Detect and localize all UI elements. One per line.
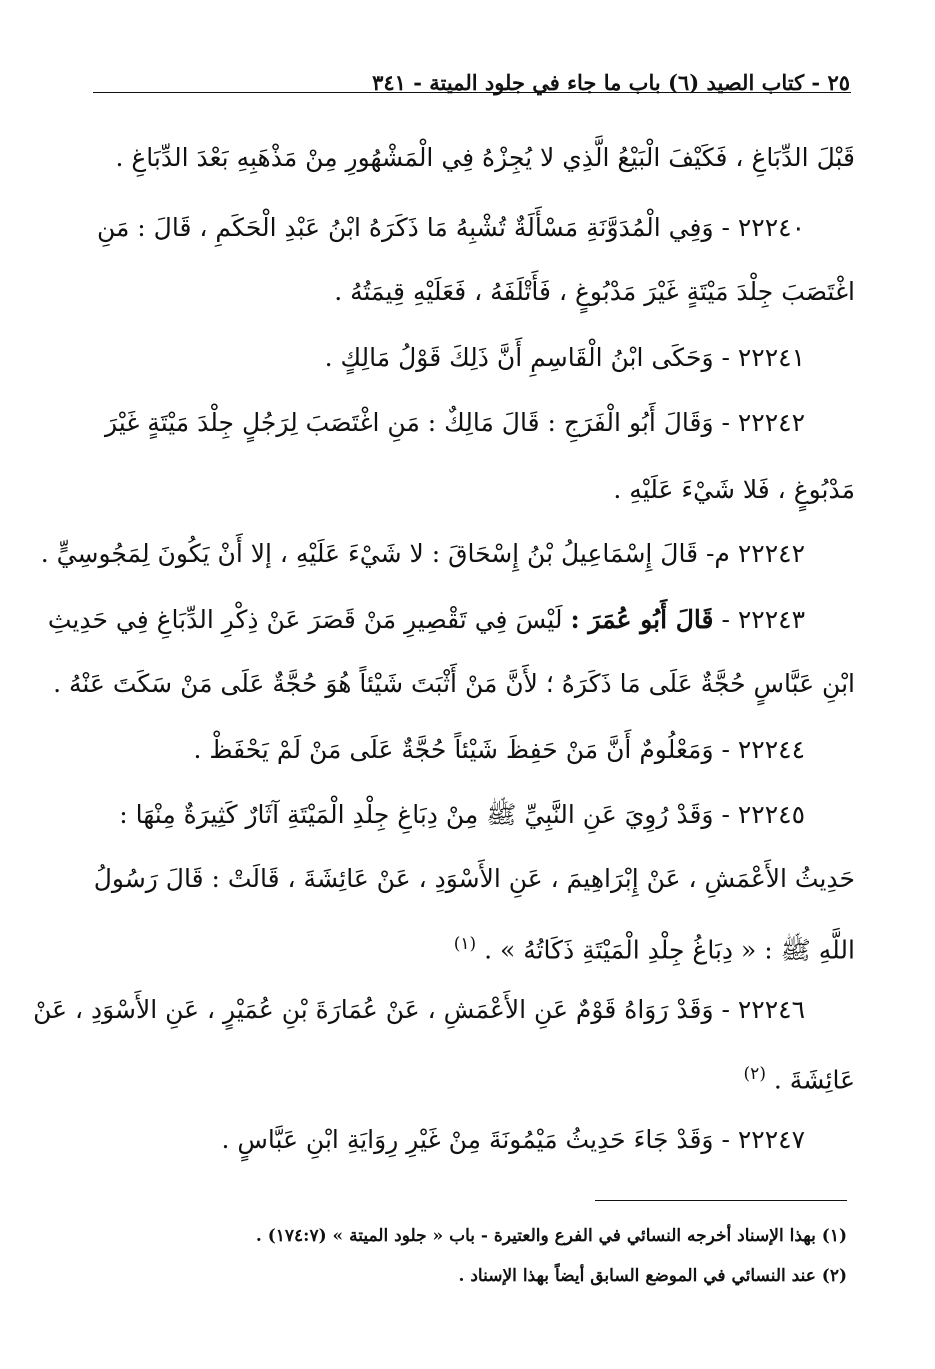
text-line: ٢٢٢٤٧ - وَقَدْ جَاءَ حَدِيثُ مَيْمُونَةَ مِنْ غَيْرِ رِوَايَةِ ابْنِ عَبَّاسٍ . (221, 1125, 805, 1154)
text-line: ٢٢٢٤٢ - وَقَالَ أَبُو الْفَرَجِ : قَالَ مَالِكٌ : مَنِ اغْتَصَبَ لِرَجُلٍ جِلْدَ مَيْتَةٍ غَيْرَ (104, 408, 805, 437)
text-line: ابْنِ عَبَّاسٍ حُجَّةٌ عَلَى مَا ذَكَرَهُ ؛ لأَنَّ مَنْ أَثْبَتَ شَيْئاً هُوَ حُجَّةٌ عَلَى مَنْ سَكَتَ عَنْهُ . (53, 669, 855, 698)
text-run: لَيْسَ فِي تَقْصِيرِ مَنْ قَصَرَ عَنْ ذِكْرِ الدِّبَاغِ فِي حَدِيثِ (47, 605, 563, 634)
speaker-name: قَالَ أَبُو عُمَرَ : (570, 605, 714, 634)
text-line-with-note (75, 929, 855, 965)
text-run: اللَّهِ ﷺ : « دِبَاغُ جِلْدِ الْمَيْتَةِ ذَكَاتُهُ » . (484, 935, 855, 965)
text-line: حَدِيثُ الأَعْمَشِ ، عَنْ إِبْرَاهِيمَ ، عَنِ الأَسْوَدِ ، عَنْ عَائِشَةَ ، قَالَتْ : قَالَ رَسُولُ (93, 864, 855, 893)
text-line: ٢٢٢٤٠ - وَفِي الْمُدَوَّنَةِ مَسْأَلَةٌ تُشْبِهُ مَا ذَكَرَهُ ابْنُ عَبْدِ الْحَكَمِ ، قَالَ : مَنِ (96, 213, 805, 242)
header-rule (93, 92, 851, 93)
text-line: ٢٢٢٤٢ م- قَالَ إِسْمَاعِيلُ بْنُ إِسْحَاقَ : لا شَيْءَ عَلَيْهِ ، إلا أَنْ يَكُونَ لِمَجُوسِيٍّ . (40, 539, 805, 568)
text-line: ٢٢٢٤٤ - وَمَعْلُومٌ أَنَّ مَنْ حَفِظَ شَيْئاً حُجَّةٌ عَلَى مَنْ لَمْ يَحْفَظْ . (193, 735, 805, 764)
footnote-rule (595, 1200, 847, 1201)
text-line: قَبْلَ الدِّبَاغِ ، فَكَيْفَ الْبَيْعُ الَّذِي لا يُجِزْهُ فِي الْمَشْهُورِ مِنْ مَذْهَبِهِ بَعْدَ الدِّبَاغِ . (115, 143, 855, 172)
text-line: مَدْبُوغٍ ، فَلا شَيْءَ عَلَيْهِ . (613, 475, 855, 504)
footnote-1: (١) بهذا الإسناد أخرجه النسائي في الفرع والعتيرة - باب « جلود الميتة » (١٧٤:٧) . (255, 1226, 847, 1246)
footnote-ref-1[interactable]: (١) (453, 934, 477, 954)
footnote-ref-2[interactable]: (٢) (743, 1064, 766, 1084)
text-line: اغْتَصَبَ جِلْدَ مَيْتَةٍ غَيْرَ مَدْبُوغٍ ، فَأَتْلَفَهُ ، فَعَلَيْهِ قِيمَتُهُ . (334, 277, 855, 306)
footnote-2: (٢) عند النسائي في الموضع السابق أيضاً بهذا الإسناد . (458, 1266, 847, 1286)
running-header: ٢٥ - كتاب الصيد (٦) باب ما جاء في جلود الميتة - ٣٤١ (372, 70, 850, 95)
text-line: ٢٢٢٤١ - وَحَكَى ابْنُ الْقَاسِمِ أَنَّ ذَلِكَ قَوْلُ مَالِكٍ . (324, 343, 805, 372)
text-line-with-note (75, 1059, 855, 1095)
paragraph-number: ٢٢٢٤٣ - (721, 605, 805, 634)
text-run: عَائِشَةَ . (773, 1065, 855, 1095)
text-line: ٢٢٢٤٥ - وَقَدْ رُوِيَ عَنِ النَّبِيِّ ﷺ مِنْ دِبَاغِ جِلْدِ الْمَيْتَةِ آثَارٌ كَثِيرَةٌ مِنْهَا : (119, 800, 805, 829)
text-line: ٢٢٢٤٦ - وَقَدْ رَوَاهُ قَوْمٌ عَنِ الأَعْمَشِ ، عَنْ عُمَارَةَ بْنِ عُمَيْرٍ ، عَنِ الأَسْوَدِ ، عَنْ (33, 995, 805, 1024)
text-line-2243 (47, 605, 805, 635)
